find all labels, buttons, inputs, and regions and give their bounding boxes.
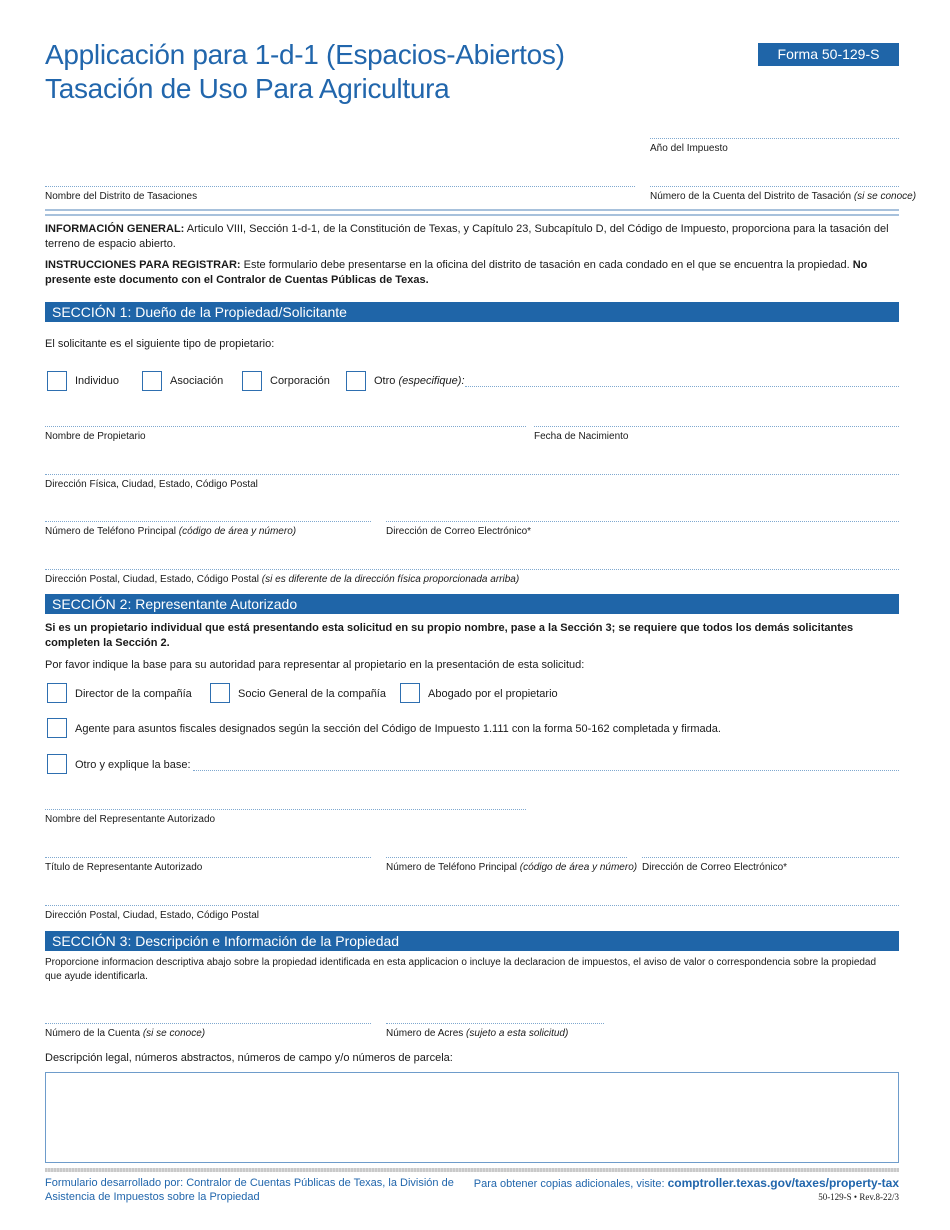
rep-title-label: Título de Representante Autorizado (45, 862, 203, 873)
checkbox-other-label: Otro (especifique): (374, 375, 465, 387)
owner-email-input[interactable] (386, 521, 899, 522)
owner-mailing-address-input[interactable] (45, 569, 899, 570)
owner-phone-input[interactable] (45, 521, 371, 522)
title-line-1: Applicación para 1-d-1 (Espacios-Abiertos) (45, 39, 565, 70)
section-2-intro: Si es un propietario individual que está presentando esta solicitud en su propio nombre, pase a la Sección 3; se requiere que todos los demás solicitantes completen la Sección 2. (45, 622, 854, 649)
footer-divider (45, 1168, 899, 1172)
tax-year-label: Año del Impuesto (650, 143, 728, 154)
form-number-badge: Forma 50-129-S (758, 43, 899, 66)
checkbox-partnership-label: Asociación (170, 375, 224, 387)
rep-phone-input[interactable] (386, 857, 627, 858)
district-name-input[interactable] (45, 186, 635, 187)
section-1-header: SECCIÓN 1: Dueño de la Propiedad/Solicitante (45, 302, 899, 322)
physical-address-input[interactable] (45, 474, 899, 475)
owner-name-input[interactable] (45, 426, 526, 427)
checkbox-other-basis[interactable] (47, 754, 67, 774)
rep-mailing-address-label: Dirección Postal, Ciudad, Estado, Código Postal (45, 910, 260, 921)
section-2-header: SECCIÓN 2: Representante Autorizado (45, 594, 899, 614)
checkbox-corporation[interactable] (242, 371, 262, 391)
birth-date-input[interactable] (534, 426, 899, 427)
checkbox-partnership[interactable] (142, 371, 162, 391)
owner-mailing-address-label: Dirección Postal, Ciudad, Estado, Código Postal (si es diferente de la dirección física proporcionada arriba) (45, 574, 520, 585)
checkbox-tax-agent[interactable] (47, 718, 67, 738)
section-2-prompt: Por favor indique la base para su autoridad para representar al propietario en la presentación de esta solicitud: (45, 659, 585, 671)
footer-copies: Para obtener copias adicionales, visite: comptroller.texas.gov/taxes/property-tax (473, 1176, 899, 1190)
rep-email-input[interactable] (642, 857, 899, 858)
footer-developed-by: Formulario desarrollado por: Contralor de Cuentas Públicas de Texas, la División de Asistencia de Impuestos sobre la Propiedad (45, 1177, 454, 1203)
checkbox-individual[interactable] (47, 371, 67, 391)
checkbox-other-basis-label: Otro y explique la base: (75, 759, 191, 771)
checkbox-attorney-label: Abogado por el propietario (428, 688, 558, 700)
account-number-label: Número de la Cuenta del Distrito de Tasación (si se conoce) (650, 191, 917, 202)
title-line-2: Tasación de Uso Para Agricultura (45, 73, 450, 104)
section-1-prompt: El solicitante es el siguiente tipo de propietario: (45, 338, 275, 350)
checkbox-attorney[interactable] (400, 683, 420, 703)
owner-name-label: Nombre de Propietario (45, 431, 146, 442)
rep-name-label: Nombre del Representante Autorizado (45, 814, 216, 825)
owner-email-label: Dirección de Correo Electrónico* (386, 526, 532, 537)
rep-email-label: Dirección de Correo Electrónico* (642, 862, 788, 873)
rep-name-input[interactable] (45, 809, 526, 810)
checkbox-tax-agent-label: Agente para asuntos fiscales designados según la sección del Código de Impuesto 1.111 con la forma 50-162 completada y firmada. (75, 723, 721, 735)
general-info: INFORMACIÓN GENERAL: Articulo VIII, Sección 1-d-1, de la Constitución de Texas, y Capítulo 23, Subcapítulo D, del Código de Impuesto, proporciona para la tasación del terreno de espacio abierto. (45, 223, 889, 250)
checkbox-individual-label: Individuo (75, 375, 120, 387)
checkbox-general-partner[interactable] (210, 683, 230, 703)
checkbox-company-director-label: Director de la compañía (75, 688, 192, 700)
legal-description-label: Descripción legal, números abstractos, números de campo y/o números de parcela: (45, 1052, 453, 1064)
owner-phone-label: Número de Teléfono Principal (código de área y número) (45, 526, 297, 537)
checkbox-company-director[interactable] (47, 683, 67, 703)
page-title (45, 38, 565, 106)
other-specify-input[interactable] (465, 386, 899, 387)
rep-mailing-address-input[interactable] (45, 905, 899, 906)
checkbox-general-partner-label: Socio General de la compañía (238, 688, 386, 700)
footer-form-code: 50-129-S • Rev.8-22/3 (818, 1192, 899, 1202)
legal-description-textarea[interactable] (45, 1072, 899, 1163)
section-3-intro: Proporcione informacion descriptiva abajo sobre la propiedad identificada en esta applicacion o incluye la declaracion de impuestos, el aviso de valor o correspondencia sobre la propiedad que ayude identificarla. (45, 957, 877, 982)
property-account-label: Número de la Cuenta (si se conoce) (45, 1028, 206, 1039)
district-name-label: Nombre del Distrito de Tasaciones (45, 191, 198, 202)
other-basis-input[interactable] (193, 770, 899, 771)
account-number-input[interactable] (650, 186, 899, 187)
acres-label: Número de Acres (sujeto a esta solicitud) (386, 1028, 569, 1039)
checkbox-other[interactable] (346, 371, 366, 391)
tax-year-input[interactable] (650, 138, 899, 139)
section-3-header: SECCIÓN 3: Descripción e Información de la Propiedad (45, 931, 899, 951)
acres-input[interactable] (386, 1023, 604, 1024)
physical-address-label: Dirección Física, Ciudad, Estado, Código Postal (45, 479, 258, 490)
rep-phone-label: Número de Teléfono Principal (código de área y número) (386, 862, 638, 873)
property-account-input[interactable] (45, 1023, 371, 1024)
rep-title-input[interactable] (45, 857, 371, 858)
divider (45, 209, 899, 216)
birth-date-label: Fecha de Nacimiento (534, 431, 629, 442)
filing-instructions: INSTRUCCIONES PARA REGISTRAR: Este formulario debe presentarse en la oficina del distrito de tasación en cada condado en el que se encuentra la propiedad. No presente este documento con el Contralor de Cuentas Públicas de Texas. (45, 259, 868, 286)
footer-url-link[interactable]: comptroller.texas.gov/taxes/property-tax (667, 1176, 899, 1190)
checkbox-corporation-label: Corporación (270, 375, 330, 387)
